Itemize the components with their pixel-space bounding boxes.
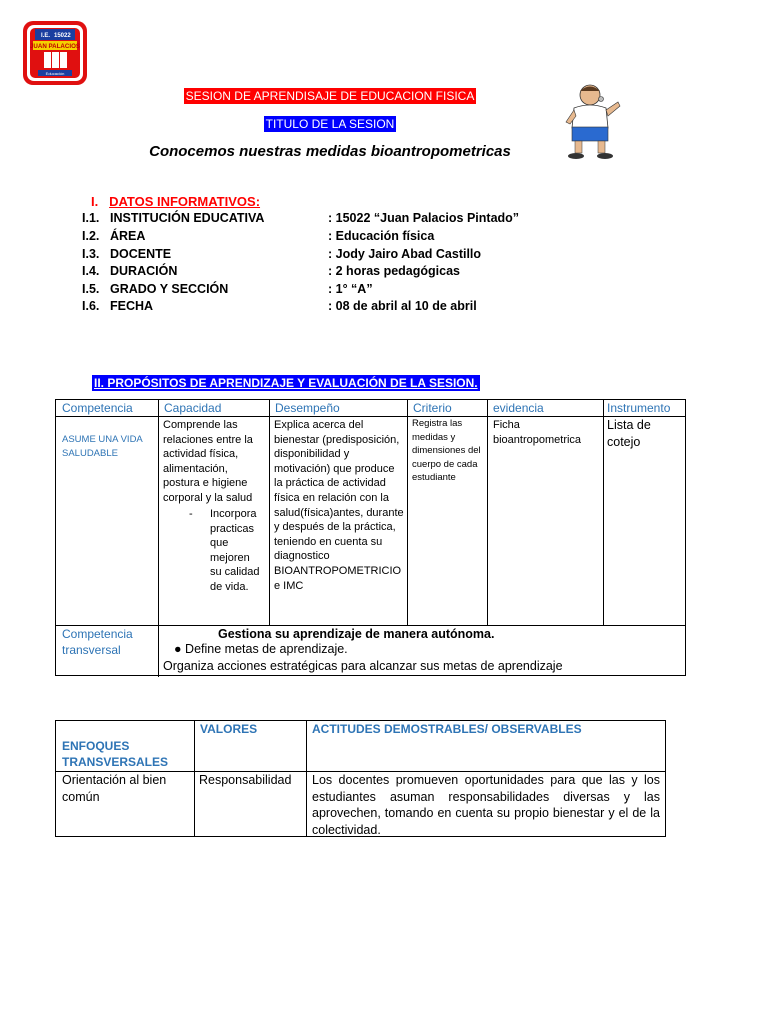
cross-cutting-approaches-table bbox=[55, 720, 666, 837]
header-valores: VALORES bbox=[200, 722, 258, 736]
info-row: I.5. GRADO Y SECCIÓN : 1° “A” bbox=[82, 282, 373, 296]
logo-top-text: I.E. bbox=[41, 33, 51, 39]
referee-whistle-illustration bbox=[560, 82, 632, 160]
header-competencia: Competencia bbox=[62, 401, 133, 415]
instrumento-cell: Lista de cotejo bbox=[607, 418, 651, 449]
valor-cell: Responsabilidad bbox=[199, 773, 292, 787]
header-enfoques: ENFOQUES TRANSVERSALES bbox=[62, 739, 169, 769]
header-desempeno: Desempeño bbox=[275, 401, 340, 415]
document-title: SESION DE APRENDISAJE DE EDUCACION FISICA bbox=[185, 89, 475, 103]
section1-heading: I. DATOS INFORMATIVOS: bbox=[91, 194, 261, 209]
header-actitudes: ACTITUDES DEMOSTRABLES/ OBSERVABLES bbox=[312, 722, 582, 736]
logo-number-text: 15022 bbox=[54, 33, 71, 39]
logo-name-text: JUAN PALACIOS bbox=[29, 43, 81, 50]
session-title-label: TITULO DE LA SESION bbox=[265, 117, 395, 131]
transversal-label: Competencia transversal bbox=[62, 627, 133, 657]
transversal-text: Organiza acciones estratégicas para alcanzar sus metas de aprendizaje bbox=[163, 659, 563, 673]
info-row: I.3. DOCENTE : Jody Jairo Abad Castillo bbox=[82, 247, 482, 261]
competencia-cell: ASUME UNA VIDA SALUDABLE bbox=[62, 434, 143, 459]
capacidad-dash: - bbox=[189, 508, 193, 520]
logo-bottom-text: Educación bbox=[45, 71, 65, 76]
info-row: I.6. FECHA : 08 de abril al 10 de abril bbox=[82, 299, 477, 313]
session-title: Conocemos nuestras medidas bioantropometricas bbox=[149, 143, 511, 160]
criterio-cell: Registra las medidas y dimensiones del cuerpo de cada estudiante bbox=[412, 418, 481, 483]
info-row: I.2. ÁREA : Educación física bbox=[82, 229, 435, 243]
section2-heading: II. PROPÓSITOS DE APRENDIZAJE Y EVALUACIÓN DE LA SESION. bbox=[94, 376, 478, 390]
enfoque-cell: Orientación al bien común bbox=[62, 773, 167, 804]
info-row: I.1. INSTITUCIÓN EDUCATIVA : 15022 “Juan Palacios Pintado” bbox=[82, 211, 520, 225]
header-instrumento: Instrumento bbox=[607, 401, 671, 415]
transversal-title: Gestiona su aprendizaje de manera autónoma. bbox=[218, 627, 495, 641]
learning-purposes-table bbox=[55, 399, 686, 676]
bullet-icon: ● bbox=[174, 642, 182, 656]
evidencia-cell: Ficha bioantropometrica bbox=[493, 419, 582, 446]
school-logo bbox=[22, 20, 88, 86]
transversal-bullet: ● Define metas de aprendizaje. bbox=[174, 642, 348, 656]
header-evidencia: evidencia bbox=[493, 401, 544, 415]
header-capacidad: Capacidad bbox=[164, 401, 222, 415]
actitud-cell: Los docentes promueven oportunidades para que las y los estudiantes asuman responsabilidades diversas y las aprovechen, tomando en cuenta su propio bienestar y el de la colectividad. bbox=[312, 773, 660, 837]
capacidad-sub-cell: Incorpora practicas que mejoren su calidad de vida. bbox=[210, 508, 260, 593]
desempeno-cell: Explica acerca del bienestar (predisposición, disponibilidad y motivación) que produce la práctica de actividad física en relación con la salud(física)antes, durante y después de la práctica, teniendo en cuenta su diagnostico BIOANTROPOMETRICIO e IMC bbox=[274, 419, 404, 592]
capacidad-cell: Comprende las relaciones entre la actividad física, alimentación, postura e higiene corporal y la salud bbox=[163, 419, 253, 504]
info-row: I.4. DURACIÓN : 2 horas pedagógicas bbox=[82, 264, 460, 278]
header-criterio: Criterio bbox=[413, 401, 452, 415]
